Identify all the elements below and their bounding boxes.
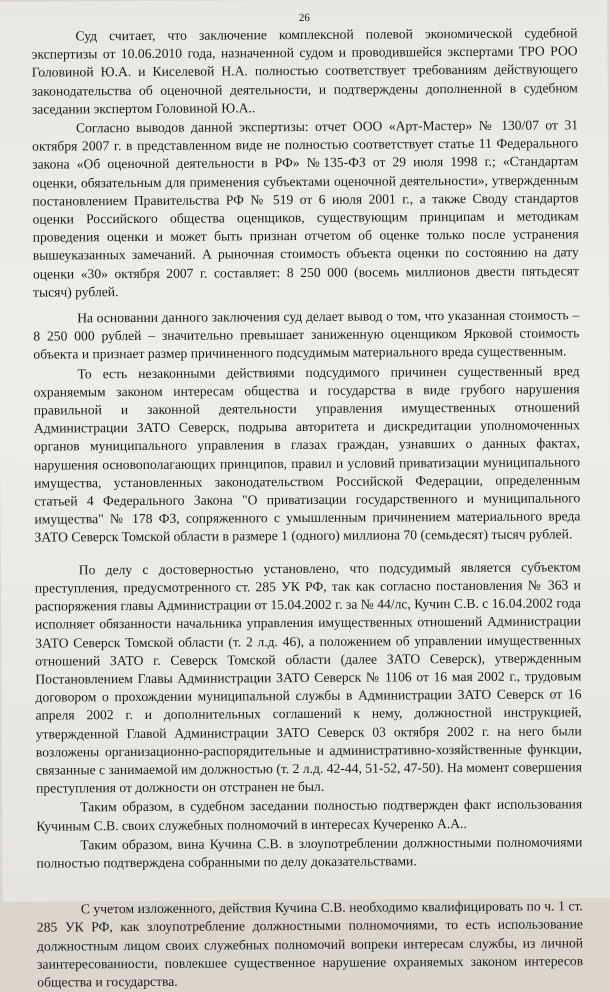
page-number: 26 [298, 11, 310, 24]
paragraph-qualification: С учетом изложенного, действия Кучина С.В. необходимо квалифицировать по ч. 1 ст. 285 УК РФ, как злоупотребление должностными полномочиями, то есть использование должностным лицом своих служебных полномочий вопреки интересам службы, из личной заинтересованности, повлекшее существенное нарушение охраняемых законом интересов общества и государства. [36, 898, 584, 990]
paragraph-harm-description: То есть незаконными действиями подсудимого причинен существенный вред охраняемым законом интересам общества и государства в виде грубого нарушения правильной и законной деятельности управления имущественных отношений Администрации ЗАТО Северск, подрыва авторитета и дискредитации уполномоченных органов муниципального управления в глазах граждан, узнавших о данных фактах, нарушения основополагающих принципов, правил и условий приватизации муниципального имущества, установленных законодательством Российской Федерации, определенным статьей 4 Федерального Закона "О приватизации государственного и муниципального имущества" № 178 ФЗ, сопряженного с умышленным причинением материального вреда ЗАТО Северск Томской области в размере 1 (одного) миллиона 70 (семьдесят) тысяч рублей. [33, 362, 581, 546]
paragraph-subject-established: По делу с достоверностью установлено, что подсудимый является субъектом преступления, предусмотренного ст. 285 УК РФ, так как согласно постановления № 363 и распоряжения главы Администрации от 15.04.2002 г. за № 44/лс, Кучин С.В. с 16.04.2002 года исполняет обязанности начальника управления имущественных отношений Администрации ЗАТО Северск Томской области (т. 2 л.д. 46), а положением об управлении имущественных отношений ЗАТО г. Северск Томской области (далее ЗАТО Северск), утвержденным Постановлением Главы Администрации ЗАТО Северск № 1106 от 16 мая 2002 г., трудовым договором о прохождении муниципальной службы в Администрации ЗАТО Северск от 16 апреля 2002 г. и дополнительных соглашений к нему, должностной инструкцией, утвержденной Главой Администрации ЗАТО Северск 03 октября 2002 г. на него были возложены организационно-распорядительные и административно-хозяйственные функции, связанные с занимаемой им должностью (т. 2 л.д. 42-44, 51-52, 47-50). На момент совершения преступления от должности он отстранен не был. [34, 558, 582, 796]
paragraph-court-inference: На основании данного заключения суд делает вывод о том, что указанная стоимость – 8 250 000 рублей – значительно превышает заниженную оценщиком Ярковой стоимость объекта и признает размер причиненного подсудимым материального вреда существенным. [33, 307, 580, 363]
paragraph-guilt-proven: Таким образом, вина Кучина С.В. в злоупотреблении должностными полномочиями полностью подтверждена собранными по делу доказательствами. [36, 834, 583, 871]
paragraph-expert-findings: Согласно выводов данной экспертизы: отчет ООО «Арт-Мастер» № 130/07 от 31 октября 2007 г. в представленном виде не полностью соответствует статье 11 Федерального закона «Об оценочной деятельности в РФ» №135-ФЗ от 29 июля 1998 г.; «Стандартам оценки, обязательным для применения субъектами оценочной деятельности», утвержденным постановлением Правительства РФ № 519 от 6 июля 2001 г., а также Своду стандартов оценки Российского общества оценщиков, существующим принципам и методикам проведения оценки и может быть признан отчетом об оценке только после устранения вышеуказанных замечаний. А рыночная стоимость объекта оценки по состоянию на дату оценки «30» октября 2007 г. составляет: 8 250 000 (восемь миллионов двести пятьдесят тысяч) рублей. [32, 117, 579, 300]
paragraph-conclusion-fact: Таким образом, в судебном заседании полностью подтвержден факт использования Кучиным С.В. своих служебных полномочий в интересах Кучеренко А.А.. [36, 796, 583, 834]
paragraph-expert-conclusion: Суд считает, что заключение комплексной полевой экономической судебной экспертизы от 10.06.2010 года, назначенной судом и проводившейся экспертами ТРО РОО Головиной Ю.А. и Киселевой Н.А. полностью соответствует требованиям действующего законодательства об оценочной деятельности, и подтверждены дополненной в судебном заседании экспертом Головиной Ю.А.. [31, 25, 578, 117]
